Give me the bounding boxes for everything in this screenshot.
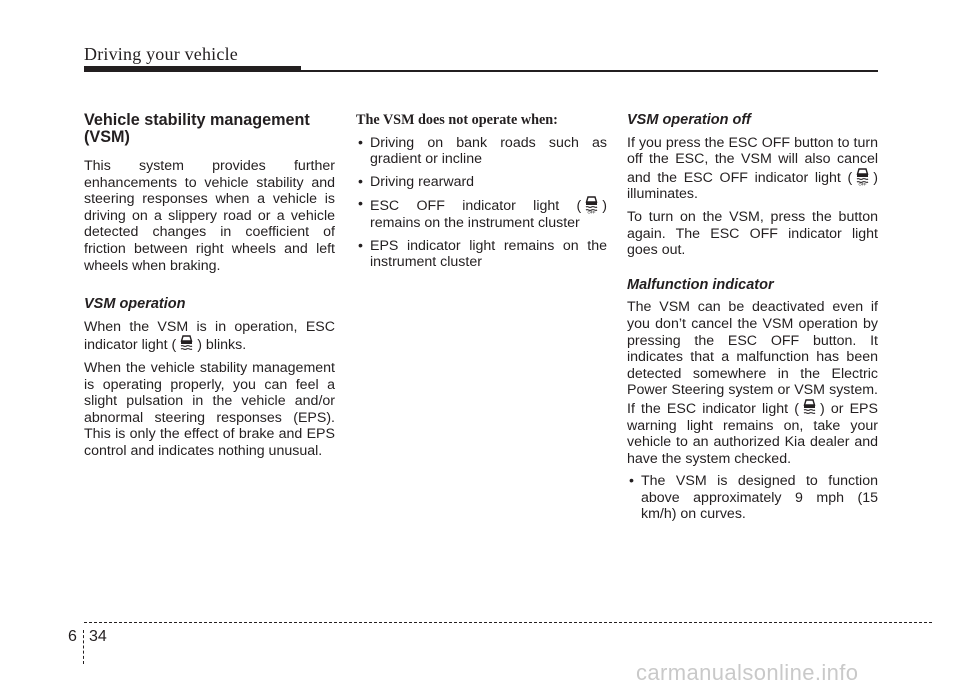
svg-text:OFF: OFF (858, 181, 867, 186)
list-item: • Driving rearward (356, 174, 607, 191)
subheading-malfunction-indicator: Malfunction indicator (627, 276, 774, 293)
chapter-number: 6 (68, 628, 77, 645)
note-list (627, 473, 878, 523)
chapter-title: Driving your vehicle (84, 44, 238, 64)
vsm-intro-paragraph: This system provides further enhancements to vehicle stability and steering responses when a vehicle is driving on a slippery road or a vehicle detected changes in coefficient of friction between right wheels and left wheels when braking. (84, 158, 335, 274)
vsm-off-paragraph-2: To turn on the VSM, press the button again. The ESC OFF indicator light goes out. (627, 208, 878, 259)
conditions-list (356, 135, 607, 271)
column-middle (356, 112, 607, 277)
esc-indicator-icon (178, 335, 195, 353)
footer-divider (84, 622, 932, 623)
paragraph-text: When the VSM is in operation, ESC indicator light ( (84, 318, 335, 354)
list-item-text: ESC OFF indicator light ( (370, 198, 582, 215)
header-rule-thick (84, 66, 301, 72)
paragraph-text: If you press the ESC OFF button to turn off the ESC, the VSM will also cancel and the ESC OFF indicator light ( (627, 134, 878, 186)
list-item-text: ) remains on the instrument cluster (370, 198, 607, 231)
watermark: carmanualsonline.info (636, 660, 859, 685)
paragraph-text: ) illuminates. (627, 169, 878, 203)
column-right (627, 112, 878, 529)
paragraph-text: ) or EPS warning light remains on, take your vehicle to an authorized Kia dealer and have the system checked. (627, 400, 878, 467)
page-number: 34 (89, 628, 107, 645)
list-item: • EPS indicator light remains on the instrument cluster (356, 238, 607, 271)
vsm-off-paragraph-1 (627, 135, 878, 203)
paragraph-text: The VSM can be deactivated even if you don’t cancel the VSM operation by pressing the ESC OFF button. It indicates that a malfunction has been detected somewhere in the Electric Power Steering system or VSM system. If the ESC indicator light ( (627, 299, 878, 417)
list-item: • Driving on bank roads such as gradient or incline (356, 135, 607, 168)
subheading-vsm-operation-off: VSM operation off (627, 112, 751, 128)
vsm-operation-paragraph-1 (84, 319, 335, 354)
vsm-operation-paragraph-2: When the vehicle stability management is operating properly, you can feel a slight pulsation in the vehicle and/or abnormal steering responses (EPS). This is only the effect of brake and EPS control and indicates nothing unusual. (84, 359, 335, 459)
malfunction-paragraph (627, 299, 878, 467)
subheading-vsm-operation: VSM operation (84, 296, 186, 313)
esc-off-indicator-icon (583, 196, 600, 214)
header-rule-thin (301, 70, 878, 72)
svg-text:OFF: OFF (587, 209, 596, 215)
list-item (356, 196, 607, 231)
esc-off-indicator-icon (854, 168, 871, 186)
paragraph-text: ) blinks. (197, 337, 247, 354)
list-item: • The VSM is designed to function above approximately 9 mph (15 km/h) on curves. (627, 473, 878, 523)
section-heading-vsm: Vehicle stability management (VSM) (84, 111, 310, 146)
footer-vertical-divider (83, 630, 84, 664)
esc-indicator-icon (801, 399, 818, 417)
column-left (84, 112, 335, 466)
heading-vsm-not-operate: The VSM does not operate when: (356, 112, 558, 128)
